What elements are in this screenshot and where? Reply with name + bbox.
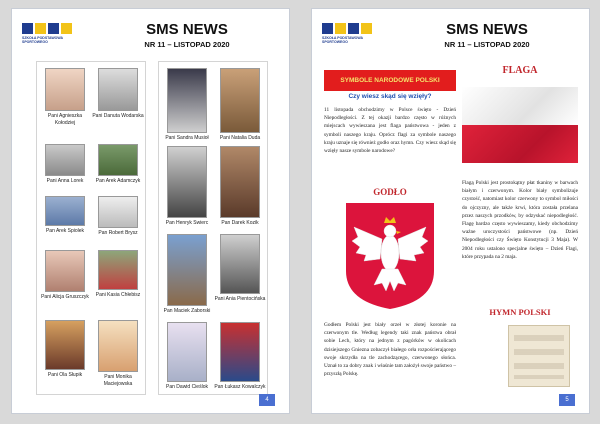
childhood-photo <box>45 320 85 370</box>
photo-caption: Pani Alicja Gruszczyk <box>41 294 89 300</box>
newsletter-title: SMS NEWS <box>146 21 228 38</box>
flaga-paragraph: Flagą Polski jest prostokątny płat tkaniny w barwach białym i czerwonym. Kolor biały symbolizuje czystość, natomiast kolor czerwony to symbol miłości do ojczyzny, ale także krwi, która została przelana przez naszych przodków, by odzyskać niepodległość. Flagę bardzo często wywieszamy, kiedy obchodzimy ważne uroczystości państwowe (np. Dzień Niepodległości czy Święto Konstytucji 3 Maja). W 2004 roku ustalono specjalne święto – Dzień Flagi, które przypada na 2 maja. <box>462 180 578 260</box>
photo-caption: Pani Sandra Musioł <box>165 135 209 141</box>
childhood-photo <box>98 250 138 290</box>
photo-caption: Pan Henryk Swierc <box>165 220 209 226</box>
hymn-heading: HYMN POLSKI <box>489 307 551 317</box>
photo-card <box>92 144 144 185</box>
godlo-paragraph: Godłem Polski jest biały orzeł w złotej koronie na czerwonym tle. Według legendy taki znak państwa obrał sobie Lech, który na jednym z pagórków w okolicach dzisiejszego Gniezna zobaczył białego orła rozpościerającego swoje skrzydła na tle zachodzącego, czerwonego słońca. Uznał to za dobry znak i właśnie tam założył swoje państwo – przyszłą Polskę. <box>324 322 456 378</box>
photo-card <box>214 322 266 391</box>
photo-card <box>39 320 91 379</box>
issue-label: NR 11 – LISTOPAD 2020 <box>144 40 230 49</box>
photo-caption: Pan Łukasz Kowalczyk <box>214 384 266 390</box>
photo-card <box>92 250 144 299</box>
photo-caption: Pani Anna Lorek <box>46 178 84 184</box>
issue-label: NR 11 – LISTOPAD 2020 <box>444 40 530 49</box>
childhood-photo <box>220 322 260 382</box>
photo-caption: Pan Arek Spiolek <box>45 228 85 234</box>
photo-card <box>92 320 144 388</box>
newsletter-title: SMS NEWS <box>446 21 528 38</box>
childhood-photo <box>220 68 260 133</box>
godlo-heading: GODŁO <box>373 187 407 197</box>
childhood-photo <box>98 68 138 111</box>
photo-panel-left <box>36 61 146 395</box>
page-right <box>311 8 590 414</box>
intro-paragraph: 11 listopada obchodzimy w Polsce święto - Dzień Niepodległości. Z tej okazji bardzo często w różnych miejscach wywieszana jest flaga państwowa - jeden z symboli naszego kraju. Oprócz flagi za symbole naszego kraju uznaje się również godło oraz hymn. Czy wiesz skąd się wzięły nasze symbole narodowe? <box>324 107 456 155</box>
childhood-photo <box>98 196 138 228</box>
childhood-photo <box>98 320 138 372</box>
photo-card <box>92 68 144 120</box>
photo-caption: Pani Agnieszka Kołodziej <box>47 113 83 126</box>
page-number: 4 <box>259 394 275 406</box>
photo-caption: Pani Kasia Chłebisz <box>95 292 141 298</box>
photo-card <box>214 68 266 142</box>
childhood-photo <box>167 146 207 218</box>
photo-card <box>161 146 213 227</box>
photo-card <box>39 250 91 301</box>
school-logo <box>22 23 74 44</box>
photo-caption: Pan Arek Adamczyk <box>95 178 141 184</box>
photo-card <box>39 196 91 235</box>
school-logo <box>322 23 374 44</box>
page-number: 5 <box>559 394 575 406</box>
flaga-heading: FLAGA <box>502 65 538 76</box>
photo-card <box>92 196 144 237</box>
photo-caption: Pan Maciek Zaborski <box>163 308 211 314</box>
photo-caption: Pan Dawid Cieślok <box>166 384 208 390</box>
section-question: Czy wiesz skąd się wzięły? <box>348 93 432 100</box>
anthem-sheet-music <box>508 325 570 387</box>
logo-text: SZKOŁA PODSTAWOWA SPORTOWEGO <box>22 36 63 44</box>
photo-caption: Pani Monika Maciejowska <box>103 374 133 387</box>
photo-caption: Pani Natalia Duda <box>219 135 261 141</box>
photo-caption: Pan Robert Brysz <box>98 230 138 236</box>
childhood-photo <box>167 68 207 133</box>
photo-card <box>161 322 213 391</box>
childhood-photo <box>98 144 138 176</box>
eagle-emblem <box>342 201 438 311</box>
page-left <box>11 8 290 414</box>
photo-card <box>161 68 213 142</box>
photo-card <box>39 144 91 185</box>
childhood-photo <box>45 250 85 292</box>
photo-caption: Pan Darek Kozik <box>221 220 259 226</box>
photo-card <box>39 68 91 127</box>
photo-caption: Pani Ola Słupik <box>47 372 83 378</box>
childhood-photo <box>220 234 260 294</box>
childhood-photo <box>45 68 85 111</box>
childhood-photo <box>220 146 260 218</box>
logo-text: SZKOŁA PODSTAWOWA SPORTOWEGO <box>322 36 363 44</box>
photo-caption: Pani Danuta Wodarska <box>92 113 144 119</box>
photo-caption: Pani Ania Pientocińska <box>214 296 266 302</box>
photo-card <box>214 234 266 303</box>
section-banner: SYMBOLE NARODOWE POLSKI <box>324 70 456 91</box>
photo-panel-right <box>158 61 268 395</box>
childhood-photo <box>45 144 85 176</box>
photo-card <box>214 146 266 227</box>
childhood-photo <box>167 234 207 306</box>
childhood-photo <box>167 322 207 382</box>
polish-flag <box>462 87 578 163</box>
childhood-photo <box>45 196 85 226</box>
photo-card <box>161 234 213 315</box>
